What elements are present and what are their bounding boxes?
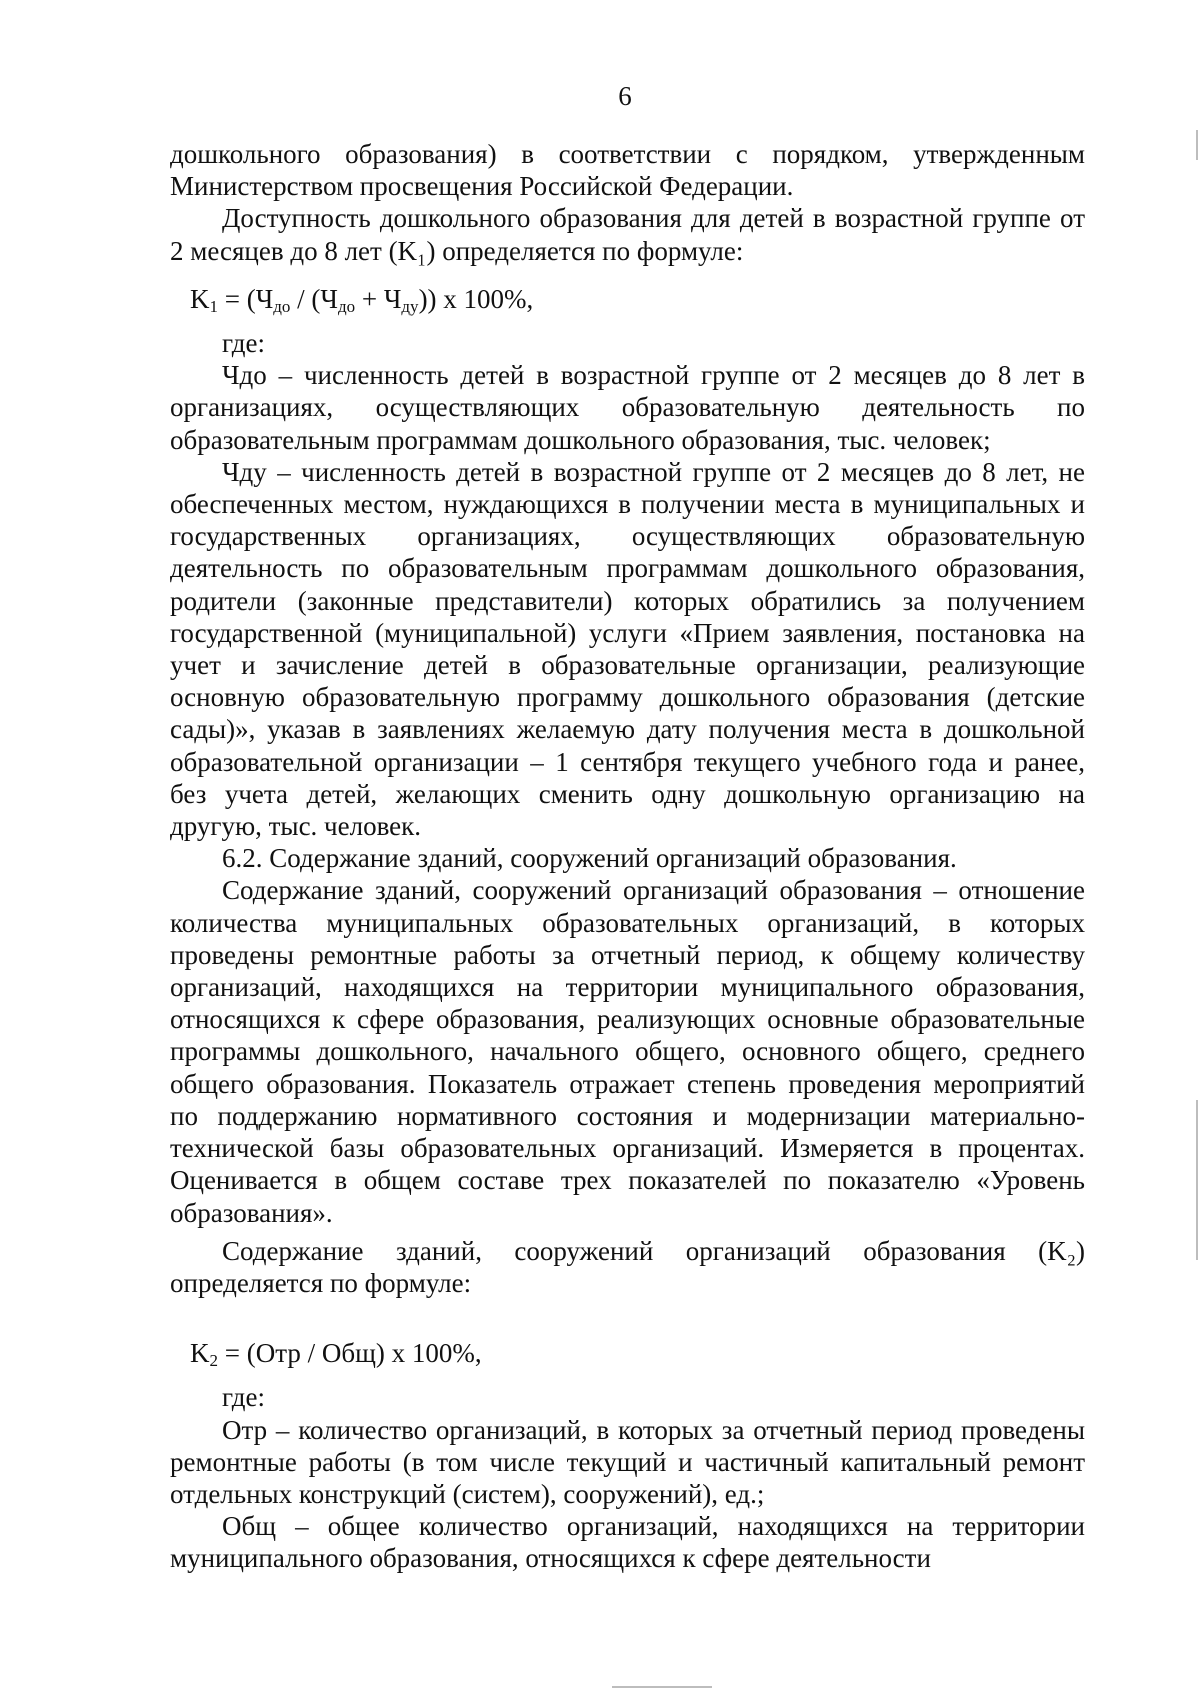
formula-k2 [170,1337,1085,1369]
formula-k2-lhs: K [190,1338,210,1369]
page-number: 6 [618,81,632,111]
where-label-2: где: [222,1382,265,1413]
formula-k1-lhs-sub: 1 [209,296,218,316]
paragraph-k2-intro: Содержание зданий, сооружений организаций образования (K₂) определяется по формуле: [170,1235,1085,1298]
spacer [170,1299,1085,1321]
definition-obshch: Общ – общее количество организаций, находящихся на территории муниципального образования, относящихся к сфере деятельности [170,1511,1085,1574]
formula-k1-sub3: ду [401,296,419,316]
paragraph-k1-intro: Доступность дошкольного образования для детей в возрастной группе от 2 месяцев до 8 лет (K₁) определяется по формуле: [170,203,1085,266]
formula-k1-sub2: до [337,296,356,316]
scan-artifact [1196,130,1198,160]
formula-k1-part3: + Ч [355,283,402,314]
paragraph-k2-description: Содержание зданий, сооружений организаций образования – отношение количества муниципальных образовательных организаций, в которых проведены ремонтные работы за отчетный период, к общему количеству организаций, находящихся на территории муниципального образования, относящихся к сфере образования, реализующих основные образовательные программы дошкольного, начального общего, основного общего, среднего общего образования. Показатель отражает степень проведения мероприятий по поддержанию нормативного состояния и модернизации материально-технической базы образовательных организаций. Измеряется в процентах. Оценивается в общем составе трех показателей по показателю «Уровень образования». [170,875,1085,1228]
formula-k2-rest: = (Отр / Общ) x 100%, [218,1338,482,1369]
scan-artifact [612,1686,712,1688]
where-label-1: где: [222,328,265,359]
scan-artifact [1196,1100,1198,1260]
definition-chdo: Чдо – численность детей в возрастной группе от 2 месяцев до 8 лет в организациях, осуществляющих образовательную деятельность по образовательным программам дошкольного образования, тыс. человек; [170,360,1085,455]
formula-k1 [170,283,1085,315]
formula-k1-part2: / (Ч [290,283,338,314]
section-heading-6-2: 6.2. Содержание зданий, сооружений организаций образования. [222,843,957,874]
formula-k1-part4: )) x 100%, [418,283,534,314]
formula-k1-lhs: K [190,283,210,314]
formula-k2-lhs-sub: 2 [209,1351,218,1371]
definition-otr: Отр – количество организаций, в которых за отчетный период проведены ремонтные работы (в том числе текущий и частичный капитальный ремонт отдельных конструкций (систем), сооружений), ед.; [170,1414,1085,1509]
document-body [170,138,1085,1575]
paragraph-continuation: дошкольного образования) в соответствии с порядком, утвержденным Министерством просвещения Российской Федерации. [170,139,1085,202]
formula-k1-sub1: до [273,296,291,316]
formula-k1-part1: = (Ч [218,283,274,314]
definition-chdu: Чду – численность детей в возрастной группе от 2 месяцев до 8 лет, не обеспеченных местом, нуждающихся в получении места в муниципальных и государственных организациях, осуществляющих образовательную деятельность по образовательным программам дошкольного образования, родители (законные представители) которых обратились за получением государственной (муниципальной) услуги «Прием заявления, постановка на учет и зачисление детей в образовательные организации, реализующие основную образовательную программу дошкольного образования (детские сады)», указав в заявлениях желаемую дату получения места в дошкольной образовательной организации – 1 сентября текущего учебного года и ранее, без учета детей, желающих сменить одну дошкольную организацию на другую, тыс. человек. [170,456,1085,842]
